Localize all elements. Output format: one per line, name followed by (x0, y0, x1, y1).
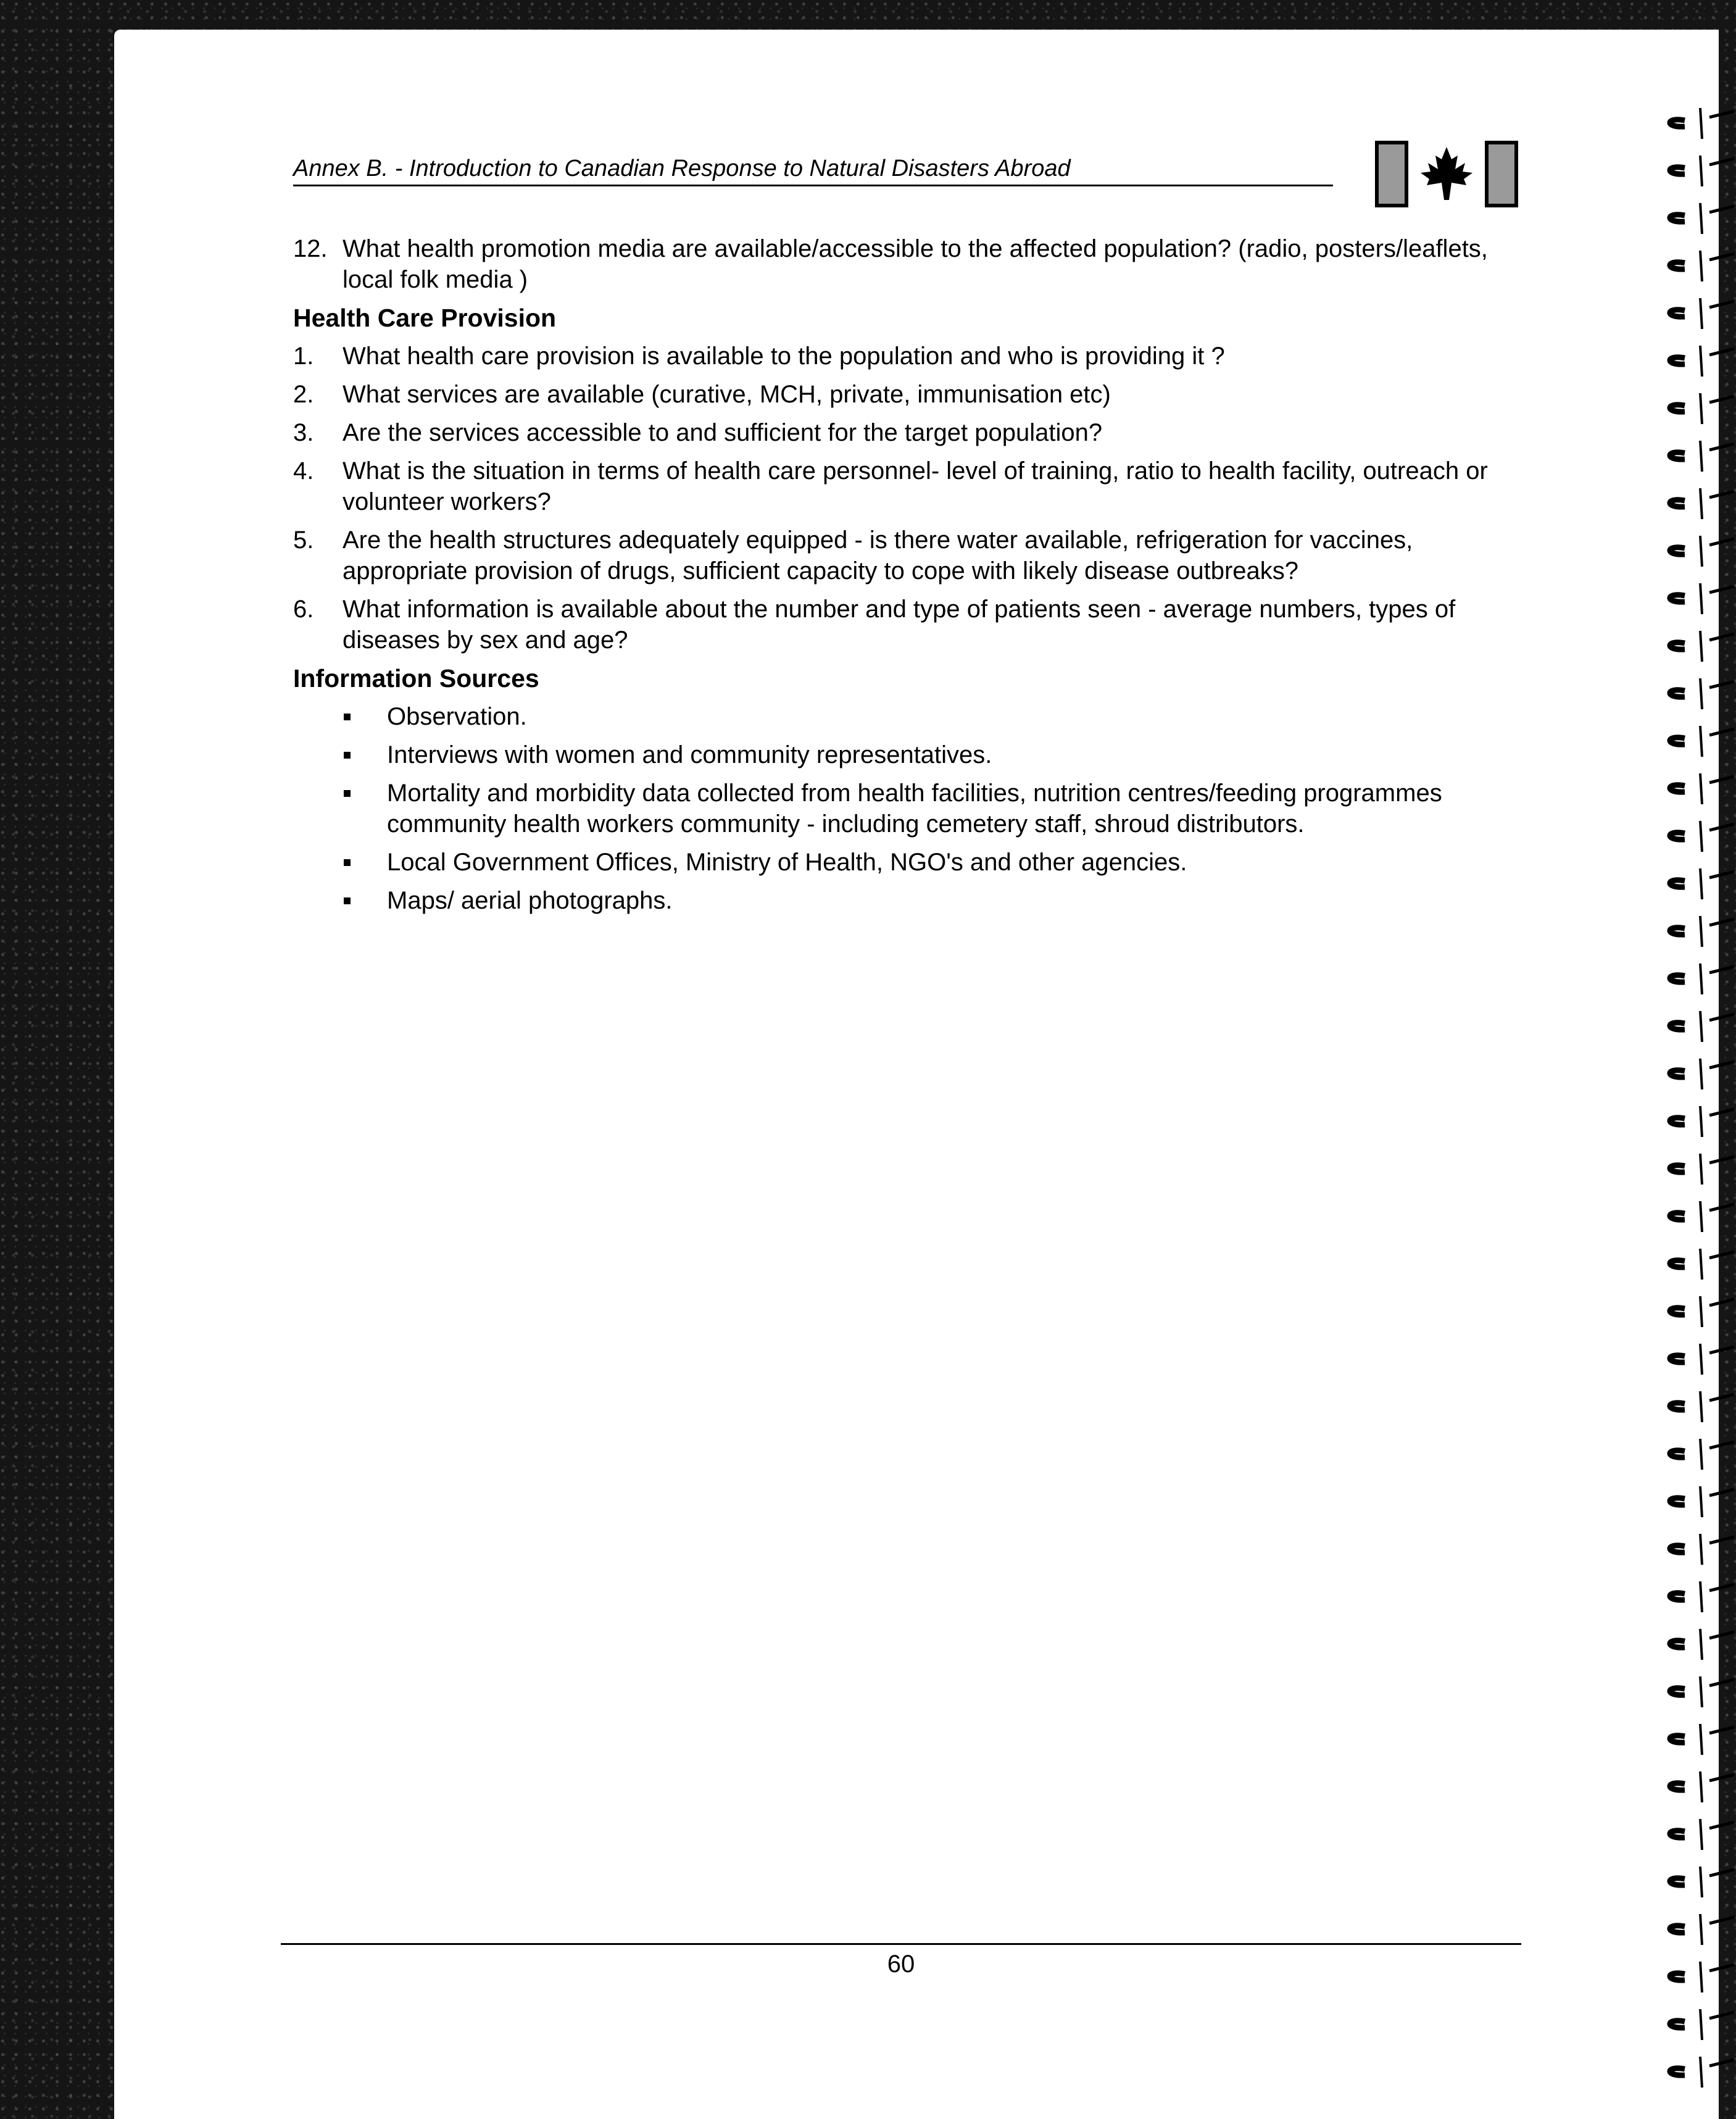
source-text: Maps/ aerial photographs. (387, 887, 673, 914)
footer-divider (281, 1943, 1521, 1945)
bullet-icon (344, 859, 351, 866)
bullet-icon (344, 714, 351, 720)
document-body (293, 233, 1515, 923)
spiral-binding-icon (1642, 62, 1736, 2099)
health-care-heading: Health Care Provision (293, 304, 557, 332)
item-number: 2. (293, 381, 314, 408)
health-care-item (293, 594, 1515, 656)
health-care-item (293, 456, 1515, 517)
source-list-item (293, 701, 1515, 732)
bullet-icon (344, 752, 351, 759)
item-text: What health care provision is available to the population and who is providing it ? (343, 343, 1225, 370)
bullet-icon (344, 790, 351, 797)
bullet-icon (344, 897, 351, 904)
question-text: What health promotion media are available/accessible to the affected population? (radio, posters/leaflets, local folk media ) (343, 235, 1488, 293)
item-number: 3. (293, 419, 314, 446)
health-care-item (293, 379, 1515, 410)
item-number: 6. (293, 596, 314, 623)
item-text: Are the services accessible to and sufficient for the target population? (343, 419, 1103, 446)
source-text: Mortality and morbidity data collected from health facilities, nutrition centres/feeding programmes community health workers community - including cemetery staff, shroud distributors. (387, 780, 1442, 838)
canada-flag-icon (1375, 141, 1518, 207)
item-text: What is the situation in terms of health care personnel- level of training, ratio to health facility, outreach or volunteer workers? (343, 457, 1488, 515)
item-text: What services are available (curative, MCH, private, immunisation etc) (343, 381, 1111, 408)
health-care-item (293, 341, 1515, 372)
source-text: Observation. (387, 703, 527, 730)
information-sources-heading: Information Sources (293, 664, 539, 693)
source-list-item (293, 885, 1515, 916)
source-text: Local Government Offices, Ministry of Health, NGO's and other agencies. (387, 849, 1187, 876)
page-number: 60 (887, 1950, 915, 1978)
page-header (293, 156, 1333, 186)
item-text: What information is available about the number and type of patients seen - average numbers, types of diseases by sex and age? (343, 596, 1456, 654)
question-number: 12. (293, 235, 328, 262)
header-title: Annex B. - Introduction to Canadian Response to Natural Disasters Abroad (293, 156, 1071, 181)
health-care-item (293, 525, 1515, 586)
item-number: 4. (293, 457, 314, 485)
source-text: Interviews with women and community representatives. (387, 741, 992, 768)
item-text: Are the health structures adequately equipped - is there water available, refrigeration for vaccines, appropriate provision of drugs, sufficient capacity to cope with likely disease outbreaks? (343, 527, 1413, 585)
source-list-item (293, 739, 1515, 770)
source-list-item (293, 847, 1515, 878)
item-number: 1. (293, 343, 314, 370)
question-12 (293, 233, 1515, 295)
item-number: 5. (293, 527, 314, 554)
health-care-item (293, 417, 1515, 448)
source-list-item (293, 778, 1515, 839)
